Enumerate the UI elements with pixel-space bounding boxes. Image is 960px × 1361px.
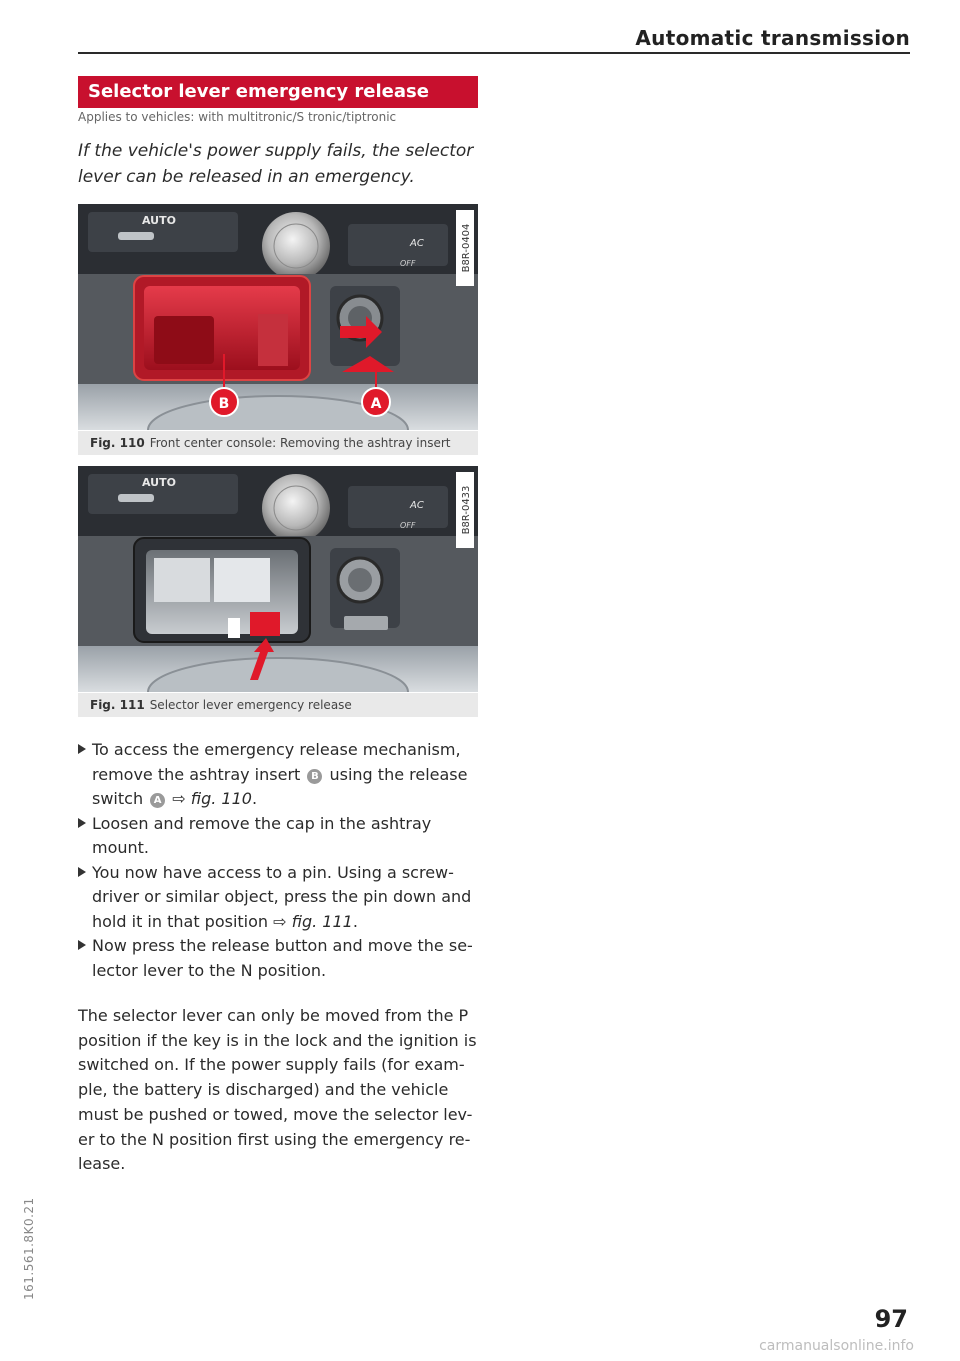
bullet-triangle-icon (78, 867, 86, 877)
figure-reference: ⇨ fig. 110 (172, 789, 252, 808)
step-item: Now press the release button and move the se-lector lever to the N position. (78, 934, 478, 983)
applies-to-note: Applies to vehicles: with multitronic/S tronic/tiptronic (78, 110, 397, 124)
climate-knob (262, 474, 330, 542)
figure-code: B8R-0433 (461, 485, 472, 535)
release-pin (250, 612, 280, 636)
header-rule (78, 52, 910, 54)
panel-auto-label: AUTO (142, 476, 176, 489)
section-heading: Selector lever emergency release (78, 76, 478, 108)
body-paragraph: The selector lever can only be moved from the P position if the key is in the lock and the ignition is switched on. If the power supply fails (for exam-ple, the battery is discharged) and the vehicle must be pushed or towed, move the selector lev-er to the N position first using the emergency re-lease. (78, 1006, 477, 1174)
panel-ac-label: AC (410, 238, 424, 249)
bullet-triangle-icon (78, 818, 86, 828)
figure-reference: ⇨ fig. 111 (273, 911, 353, 931)
callout-a-icon: A (150, 793, 165, 808)
callout-b-icon: B (307, 769, 322, 784)
panel-off-label: OFF (400, 259, 416, 268)
figure-caption-text: Front center console: Removing the ashtray insert (149, 436, 451, 450)
step-item: To access the emergency release mechanism, remove the ashtray insert B using the release switch A ⇨ fig. 110. (78, 738, 478, 812)
figure-code: B8R-0404 (461, 223, 472, 273)
figure-label: Fig. 110 (90, 436, 145, 450)
step-item: You now have access to a pin. Using a screw-driver or similar object, press the pin down and hold it in that position ⇨ fig. 111. (78, 861, 478, 935)
bullet-triangle-icon (78, 940, 86, 950)
side-code: 161.561.8K0.21 (22, 1197, 36, 1300)
bullet-triangle-icon (78, 744, 86, 754)
figure-caption-text: Selector lever emergency release (149, 698, 352, 712)
climate-knob (262, 212, 330, 280)
panel-off-label: OFF (400, 521, 416, 530)
svg-text:A: A (370, 396, 382, 412)
header-title: Automatic transmission (635, 26, 910, 50)
figure-label: Fig. 111 (90, 698, 145, 712)
figure-111-caption (78, 693, 478, 717)
intro-text: If the vehicle's power supply fails, the selector lever can be released in an emergency. (78, 141, 474, 187)
step-item: Loosen and remove the cap in the ashtray mount. (78, 812, 478, 861)
svg-text:B: B (218, 396, 230, 412)
figure-111-image (78, 466, 478, 692)
figure-110-caption (78, 431, 478, 455)
page-number: 97 (874, 1305, 908, 1333)
figure-110-image (78, 204, 478, 430)
panel-auto-label: AUTO (142, 214, 176, 227)
instruction-steps (78, 738, 478, 983)
panel-ac-label: AC (410, 500, 424, 511)
watermark: carmanualsonline.info (759, 1338, 914, 1354)
